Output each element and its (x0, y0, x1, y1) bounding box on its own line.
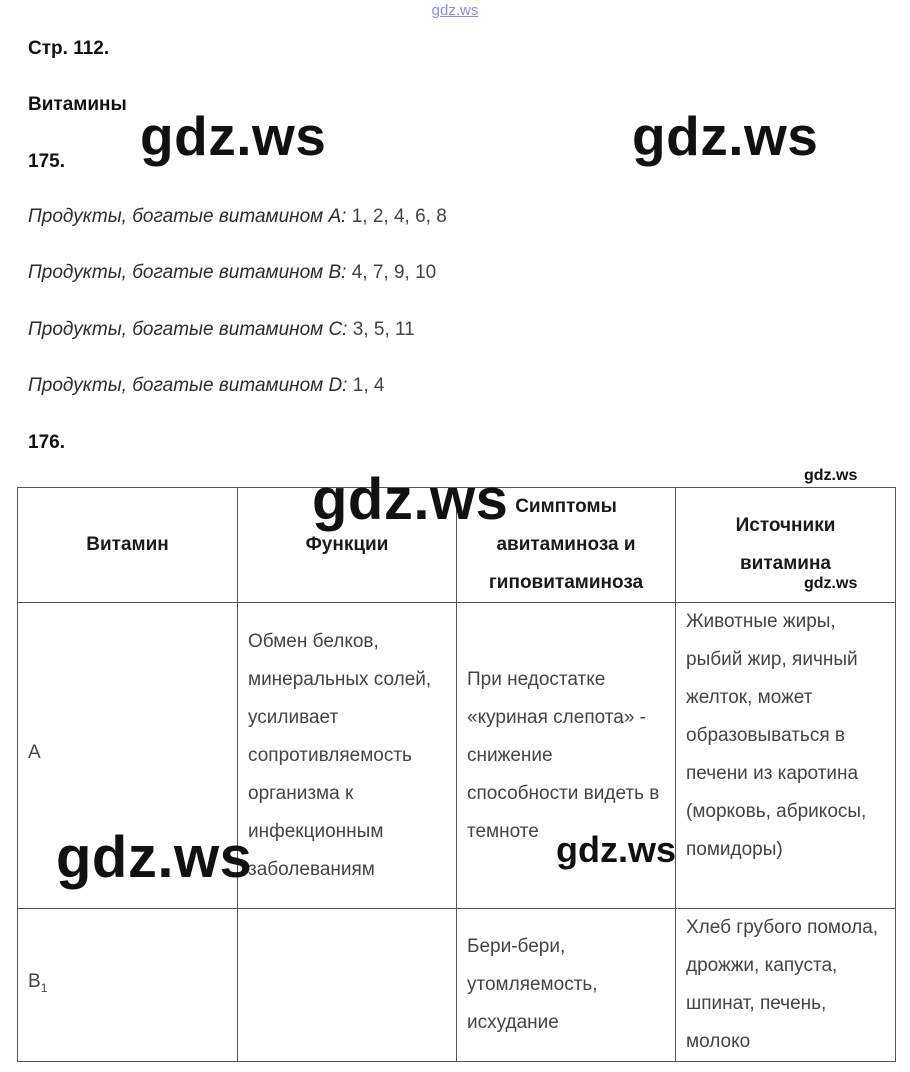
cell-sources: Животные жиры, рыбий жир, яичный желток, может образовываться в печени из каротина (морковь, абрикосы, помидоры) (676, 603, 896, 909)
watermark-large: gdz.ws (56, 825, 253, 890)
vitamin-letter: A (28, 741, 41, 763)
header-vitamin: Витамин (18, 488, 238, 603)
task-176-number: 176. (28, 432, 65, 453)
cell-sources: Хлеб грубого помола, дрожжи, капуста, шпинат, печень, молоко (676, 909, 896, 1062)
header-sources: Источники витамина (676, 488, 896, 603)
watermark-top-link[interactable]: gdz.ws (431, 2, 479, 19)
watermark-small: gdz.ws (804, 467, 858, 484)
task-175-number: 175. (28, 151, 65, 172)
watermark-large: gdz.ws (140, 105, 327, 167)
watermark-large: gdz.ws (312, 467, 509, 532)
table-row (18, 909, 896, 1062)
item-label: Продукты, богатые витамином B: (28, 262, 347, 283)
vitamins-table (17, 487, 896, 1062)
item-values: 1, 4 (347, 375, 385, 396)
list-item (28, 206, 447, 228)
watermark-small: gdz.ws (804, 575, 858, 592)
cell-functions (238, 909, 457, 1062)
list-item (28, 375, 384, 397)
vitamin-letter: B (28, 971, 41, 993)
cell-symptoms: Бери-бери, утомляемость, исхудание (457, 909, 676, 1062)
item-label: Продукты, богатые витамином A: (28, 206, 347, 227)
header-functions: Функции (238, 488, 457, 603)
item-values: 4, 7, 9, 10 (346, 262, 437, 283)
page-reference: Стр. 112. (28, 38, 110, 59)
item-values: 1, 2, 4, 6, 8 (346, 206, 447, 227)
header-symptoms: Симптомы авитаминоза и гиповитаминоза (457, 488, 676, 603)
item-label: Продукты, богатые витамином D: (28, 375, 348, 396)
list-item (28, 262, 436, 284)
watermark-medium: gdz.ws (556, 829, 677, 870)
cell-functions: Обмен белков, минеральных солей, усиливает сопротивляемость организма к инфекционным заболеваниям (238, 603, 457, 909)
item-label: Продукты, богатые витамином C: (28, 319, 348, 340)
cell-symptoms: При недостатке «куриная слепота» - снижение способности видеть в темноте (457, 603, 676, 909)
cell-vitamin (18, 909, 238, 1062)
vitamin-subscript: 1 (40, 980, 48, 995)
list-item (28, 319, 415, 341)
watermark-large: gdz.ws (632, 105, 819, 167)
item-values: 3, 5, 11 (347, 319, 415, 340)
section-title: Витамины (28, 94, 127, 115)
